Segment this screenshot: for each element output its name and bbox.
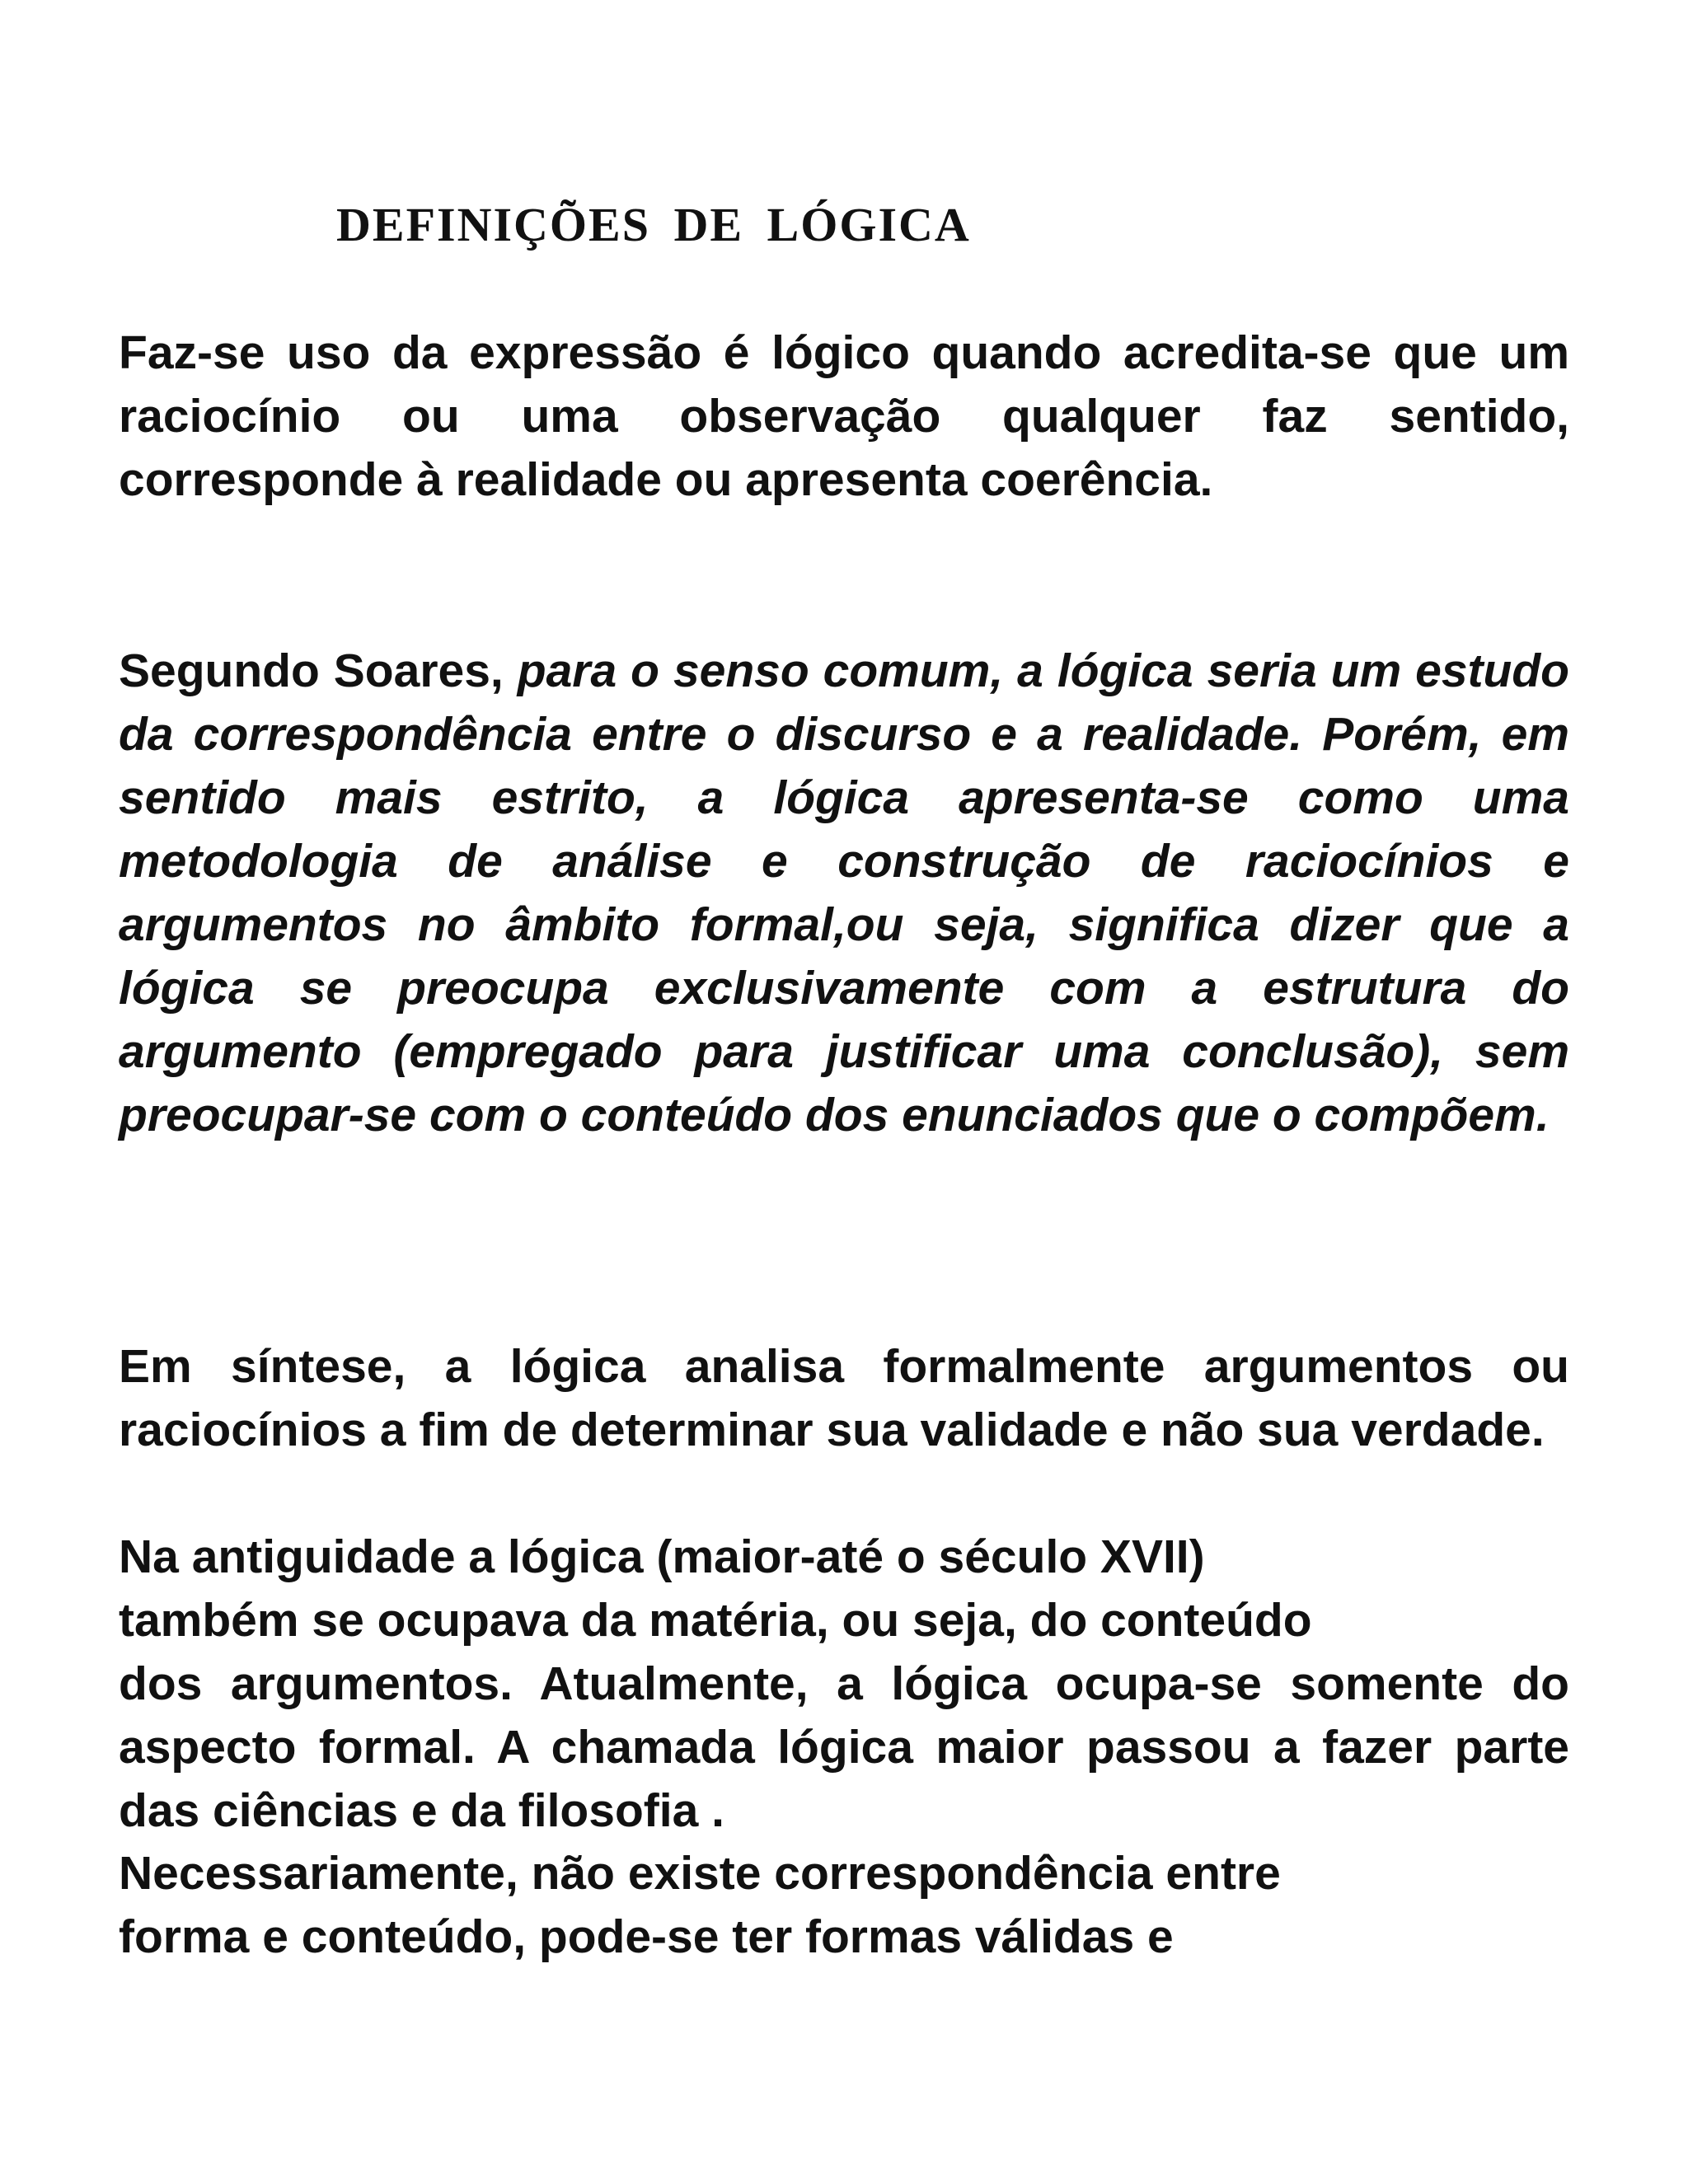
paragraph-necessarily-line-1: Necessariamente, não existe correspondência entre	[119, 1847, 1281, 1900]
paragraph-synthesis: Em síntese, a lógica analisa formalmente argumentos ou raciocínios a fim de determinar sua validade e não sua verdade.	[119, 1340, 1569, 1456]
paragraph-antiquity-rest: dos argumentos. Atualmente, a lógica ocupa-se somente do aspecto formal. A chamada lógica maior passou a fazer parte das ciências e da filosofia .	[119, 1657, 1569, 1837]
soares-lead-text: Segundo Soares,	[119, 644, 518, 697]
paragraph-antiquity-line-2: também se ocupava da matéria, ou seja, do conteúdo	[119, 1594, 1312, 1647]
paragraph-definition: Faz-se uso da expressão é lógico quando acredita-se que um raciocínio ou uma observação qualquer faz sentido, corresponde à realidade ou apresenta coerência.	[119, 326, 1569, 506]
paragraph-necessarily-line-2: forma e conteúdo, pode-se ter formas válidas e	[119, 1910, 1174, 1963]
soares-quote-text: para o senso comum, a lógica seria um estudo da correspondência entre o discurso e a realidade. Porém, em sentido mais estrito, a lógica apresenta-se como uma metodologia de análise e construção de raciocínios e argumentos no âmbito formal,ou seja, significa dizer que a lógica se preocupa exclusivamente com a estrutura do argumento (empregado para justificar uma conclusão), sem preocupar-se com o conteúdo dos enunciados que o compõem.	[119, 644, 1569, 1141]
page-title: DEFINIÇÕES DE LÓGICA	[336, 198, 971, 251]
paragraph-antiquity-line-1: Na antiguidade a lógica (maior-até o século XVII)	[119, 1530, 1205, 1583]
paragraph-soares	[119, 640, 1569, 1147]
